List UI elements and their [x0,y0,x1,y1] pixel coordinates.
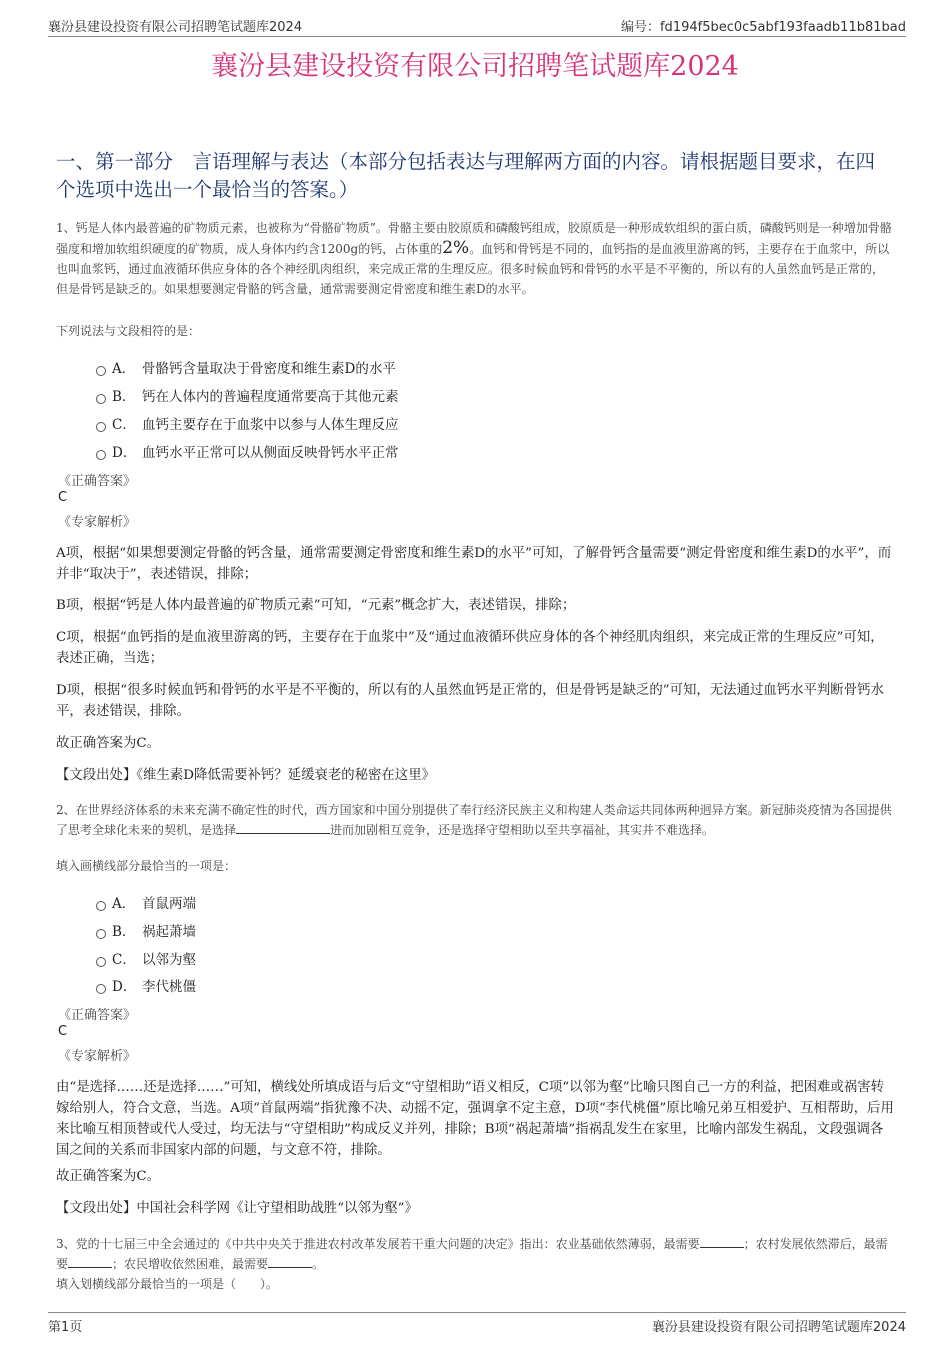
section-heading: 一、第一部分 言语理解与表达（本部分包括表达与理解两方面的内容。请根据题目要求，在四个选项中选出一个最恰当的答案。） [56,150,876,201]
q3-passage: 3、党的十七届三中全会通过的《中共中央关于推进农村改革发展若干重大问题的决定》指出：农业基础依然薄弱，最需要 ；农村发展依然滞后，最需要 ；农民增收依然困难，最需要 。 [56,1237,888,1271]
q1-analysis-d: D项，根据“很多时候血钙和骨钙的水平是不平衡的，所以有的人虽然血钙是正常的，但是骨钙是缺乏的”可知，无法通过血钙水平判断骨钙水平，表述错误，排除。 [56,683,884,719]
q2-text-a: 2、在世界经济体系的未来充满不确定性的时代，西方国家和中国分别提供了奉行经济民族主义和构建人类命运共同体两种迥异方案。新冠肺炎疫情为各国提供了思考全球化未来的契机，是选择 [56,803,892,837]
radio-icon[interactable] [96,957,106,967]
q1-source: 【文段出处】《维生素D降低需要补钙？延缓衰老的秘密在这里》 [56,768,435,783]
page-header [48,14,906,37]
q2-analysis: 由“是选择……还是选择……”可知，横线处所填成语与后文“守望相助”语义相反，C项“以邻为壑”比喻只图自己一方的利益，把困难或祸害转嫁给别人，符合文意，当选。A项“首鼠两端”指犹豫不决、动摇不定，强调拿不定主意，D项“李代桃僵”原比喻兄弟互相爱护、互相帮助，后用来比喻互相顶替或代人受过，均无法与“守望相助”构成反义并列，排除；B项“祸起萧墙”指祸乱发生在家里，比喻内部发生祸乱，文段强调各国之间的关系而非国家内部的问题，与文意不符，排除。 [56,1080,894,1158]
q1-text-a: 1、钙是人体内最普遍的矿物质元素，也被称为“骨骼矿物质”。骨骼主要由胶原质和磷酸钙组成，胶原质是一种形成软组织的蛋白质，磷酸钙则是一种增加骨骼强度和增加软组织硬度的矿物质，成人身体内约含1200g的钙，占体重的 [56,221,892,256]
q1-analysis-c: C项，根据“血钙指的是血液里游离的钙，主要存在于血浆中”及“通过血液循环供应身体的各个神经肌肉组织，来完成正常的生理反应”可知，表述正确，当选； [56,630,884,666]
q2-source: 【文段出处】中国社会科学网《让守望相助战胜“以邻为壑”》 [56,1201,418,1216]
footer-title: 襄汾县建设投资有限公司招聘笔试题库2024 [651,1320,906,1335]
q3-prompt: 填入划横线部分最恰当的一项是（ ）。 [56,1277,279,1291]
q3-blank-2 [68,1255,112,1268]
q1-option-b[interactable]: B． 钙在人体内的普遍程度通常要高于其他元素 [96,385,399,405]
header-title: 襄汾县建设投资有限公司招聘笔试题库2024 [48,20,303,35]
radio-icon[interactable] [96,929,106,939]
q2-answer: C [58,1024,68,1039]
q2-option-d[interactable]: D． 李代桃僵 [96,975,196,995]
q2-text-b: 进而加剧相互竞争，还是选择守望相助以至共享福祉，其实并不难选择。 [330,823,715,837]
q1-analysis-b: B项，根据“钙是人体内最普遍的矿物质元素”可知，“元素”概念扩大，表述错误，排除； [56,598,576,613]
q1-answer: C [58,490,68,505]
q2-option-c[interactable]: C． 以邻为壑 [96,948,196,968]
q1-option-d[interactable]: D． 血钙水平正常可以从侧面反映骨钙水平正常 [96,441,399,461]
q2-passage [56,800,894,840]
q1-option-a[interactable]: A． 骨骼钙含量取决于骨密度和维生素D的水平 [96,357,396,377]
q2-answer-label: 《正确答案》 [58,1008,137,1023]
q2-prompt: 填入画横线部分最恰当的一项是： [56,859,237,873]
q2-analysis-label: 《专家解析》 [58,1049,137,1064]
q2-blank [236,821,330,834]
q1-answer-label: 《正确答案》 [58,474,137,489]
radio-icon[interactable] [96,422,106,432]
radio-icon[interactable] [96,450,106,460]
header-code: 编号：fd194f5bec0c5abf193faadb11b81bad [620,20,906,35]
q1-analysis-label: 《专家解析》 [58,515,137,530]
q1-passage [56,218,894,299]
q2-option-b[interactable]: B． 祸起萧墙 [96,920,196,940]
q2-conclusion: 故正确答案为C。 [56,1169,160,1184]
q1-percent: 2% [442,238,470,258]
radio-icon[interactable] [96,394,106,404]
q1-conclusion: 故正确答案为C。 [56,736,160,751]
radio-icon[interactable] [96,366,106,376]
q2-option-a[interactable]: A． 首鼠两端 [96,892,196,912]
page-title: 襄汾县建设投资有限公司招聘笔试题库2024 [211,51,739,82]
radio-icon[interactable] [96,984,106,994]
page-number: 第1页 [48,1320,83,1335]
q1-analysis-a: A项，根据“如果想要测定骨骼的钙含量，通常需要测定骨密度和维生素D的水平”可知，了解骨钙含量需要“测定骨密度和维生素D的水平”，而并非“取决于”，表述错误，排除； [56,546,892,582]
q3-blank-3 [268,1255,312,1268]
page-footer [48,1312,906,1337]
q1-text-b: 。血钙和骨钙是不同的，血钙指的是血液里游离的钙，主要存在于血浆中，所以也叫血浆钙，通过血液循环供应身体的各个神经肌肉组织，来完成正常的生理反应。很多时候血钙和骨钙的水平是不平衡的，所以有的人虽然血钙是正常的，但是骨钙是缺乏的。如果想要测定骨骼的钙含量，通常需要测定骨密度和维生素D的水平。 [56,242,890,296]
q3-blank-1 [700,1235,744,1248]
radio-icon[interactable] [96,901,106,911]
q1-option-c[interactable]: C． 血钙主要存在于血浆中以参与人体生理反应 [96,413,399,433]
q1-prompt: 下列说法与文段相符的是： [56,324,201,338]
